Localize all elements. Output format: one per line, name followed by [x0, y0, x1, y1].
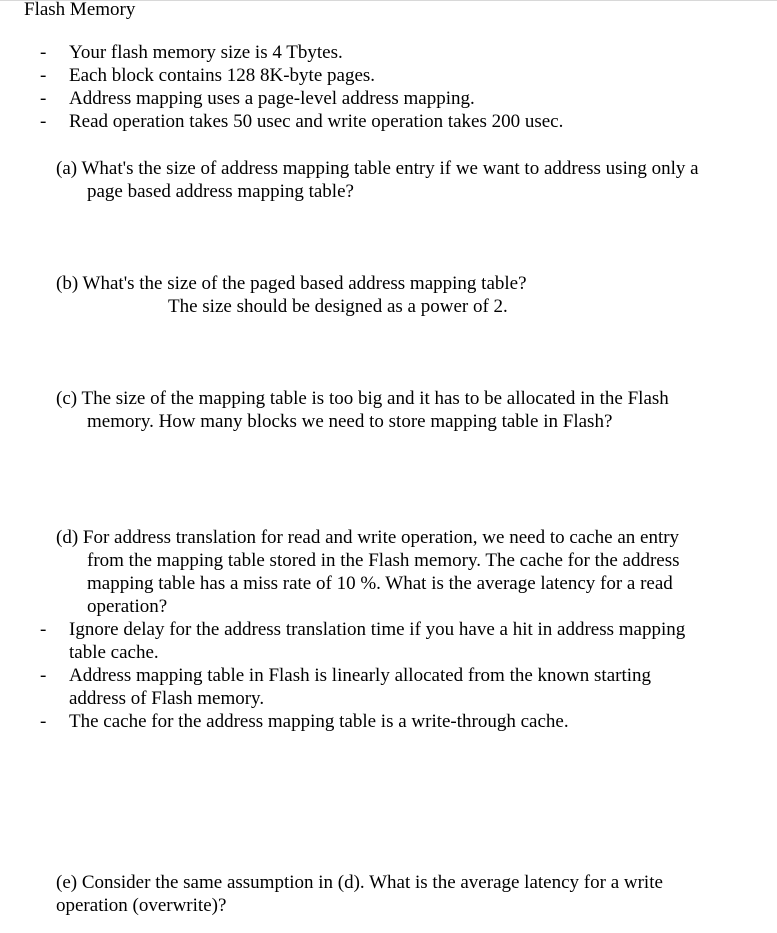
assumption-text: Read operation takes 50 usec and write operation takes 200 usec.: [69, 111, 564, 132]
assumption-text: Address mapping uses a page-level address mapping.: [69, 88, 475, 109]
bullet-dash: -: [40, 665, 47, 686]
question-b-note: The size should be designed as a power of 2.: [168, 296, 508, 317]
list-item: [0, 87, 777, 110]
list-item: [0, 110, 777, 133]
note-line: The cache for the address mapping table is a write-through cache.: [69, 711, 569, 732]
question-c-line: memory. How many blocks we need to store mapping table in Flash?: [87, 411, 613, 432]
page-title: Flash Memory: [24, 0, 136, 20]
question-d-line: (d) For address translation for read and write operation, we need to cache an entry: [56, 527, 680, 548]
question-a-line: page based address mapping table?: [87, 181, 354, 202]
bullet-dash: -: [40, 65, 47, 86]
note-line: table cache.: [69, 642, 159, 663]
list-item: [0, 618, 777, 664]
question-b: [56, 272, 746, 318]
list-item: [0, 710, 777, 733]
bullet-dash: -: [40, 88, 47, 109]
bullet-dash: -: [40, 111, 47, 132]
question-a: [56, 157, 746, 203]
question-d: [56, 526, 746, 618]
question-d-line: from the mapping table stored in the Flash memory. The cache for the address: [87, 550, 680, 571]
bullet-dash: -: [40, 619, 47, 640]
question-b-line: (b) What's the size of the paged based address mapping table?: [56, 273, 527, 294]
list-item: [0, 64, 777, 87]
question-d-line: mapping table has a miss rate of 10 %. What is the average latency for a read: [87, 573, 673, 594]
question-c: [56, 387, 746, 433]
question-e: [56, 871, 746, 917]
question-e-line: operation (overwrite)?: [56, 895, 227, 916]
question-c-line: (c) The size of the mapping table is too big and it has to be allocated in the Flash: [56, 388, 669, 409]
list-item: [0, 664, 777, 710]
assumption-list: [0, 41, 777, 133]
question-d-notes: [0, 618, 777, 733]
list-item: [0, 41, 777, 64]
question-a-line: (a) What's the size of address mapping table entry if we want to address using only a: [56, 158, 699, 179]
bullet-dash: -: [40, 42, 47, 63]
assumption-text: Your flash memory size is 4 Tbytes.: [69, 42, 343, 63]
question-d-line: operation?: [87, 596, 168, 617]
question-e-line: (e) Consider the same assumption in (d). What is the average latency for a write: [56, 872, 663, 893]
assumption-text: Each block contains 128 8K-byte pages.: [69, 65, 376, 86]
bullet-dash: -: [40, 711, 47, 732]
note-line: Address mapping table in Flash is linearly allocated from the known starting: [69, 665, 652, 686]
note-line: address of Flash memory.: [69, 688, 265, 709]
note-line: Ignore delay for the address translation time if you have a hit in address mapping: [69, 619, 686, 640]
